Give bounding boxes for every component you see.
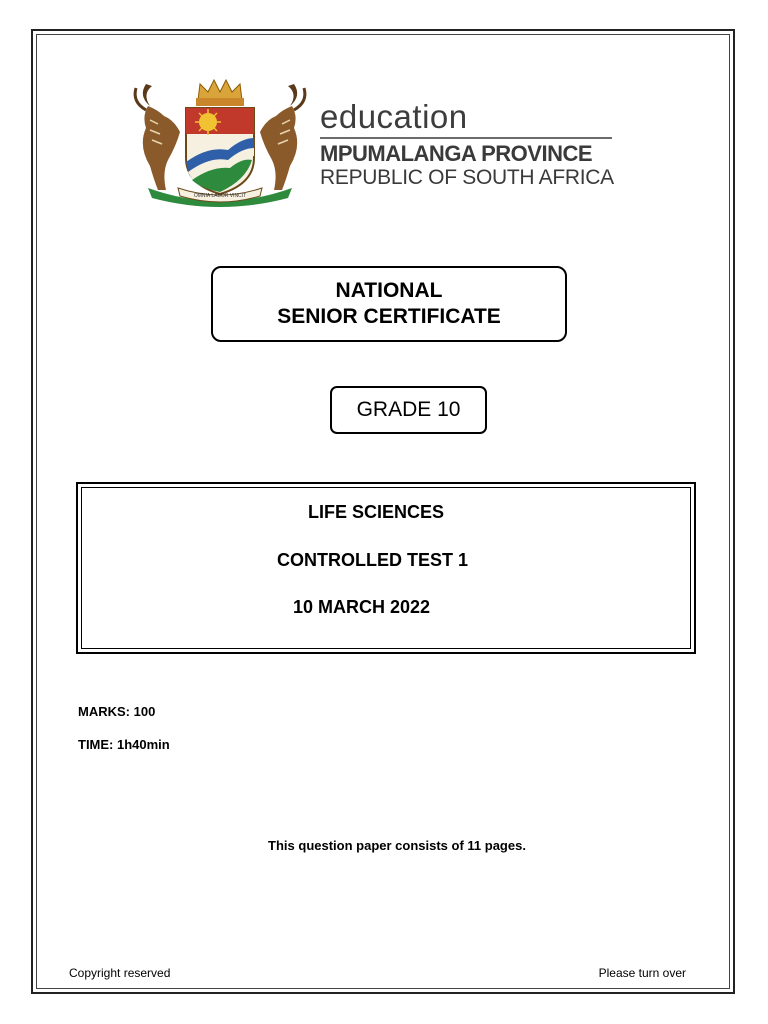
coat-of-arms-icon	[128, 76, 312, 208]
crest-motto: OMNIA LABOR VINCIT	[193, 193, 247, 199]
certificate-line-1: NATIONAL	[335, 279, 443, 302]
marks-label: MARKS: 100	[78, 704, 156, 719]
test-title: CONTROLLED TEST 1	[277, 550, 469, 570]
certificate-box	[211, 266, 567, 342]
test-date: 10 MARCH 2022	[293, 597, 431, 617]
page-count-note: This question paper consists of 11 pages.	[268, 838, 526, 853]
turn-over-footer: Please turn over	[598, 966, 686, 980]
time-label: TIME: 1h40min	[78, 737, 170, 752]
department-name: education	[320, 98, 468, 135]
subject-title: LIFE SCIENCES	[308, 502, 445, 522]
certificate-line-2: SENIOR CERTIFICATE	[277, 305, 501, 328]
grade-box: GRADE 10	[330, 386, 487, 434]
province-name: MPUMALANGA PROVINCE	[320, 141, 593, 166]
logo-divider	[320, 137, 612, 139]
copyright-footer: Copyright reserved	[69, 966, 171, 980]
republic-name: REPUBLIC OF SOUTH AFRICA	[320, 166, 614, 189]
